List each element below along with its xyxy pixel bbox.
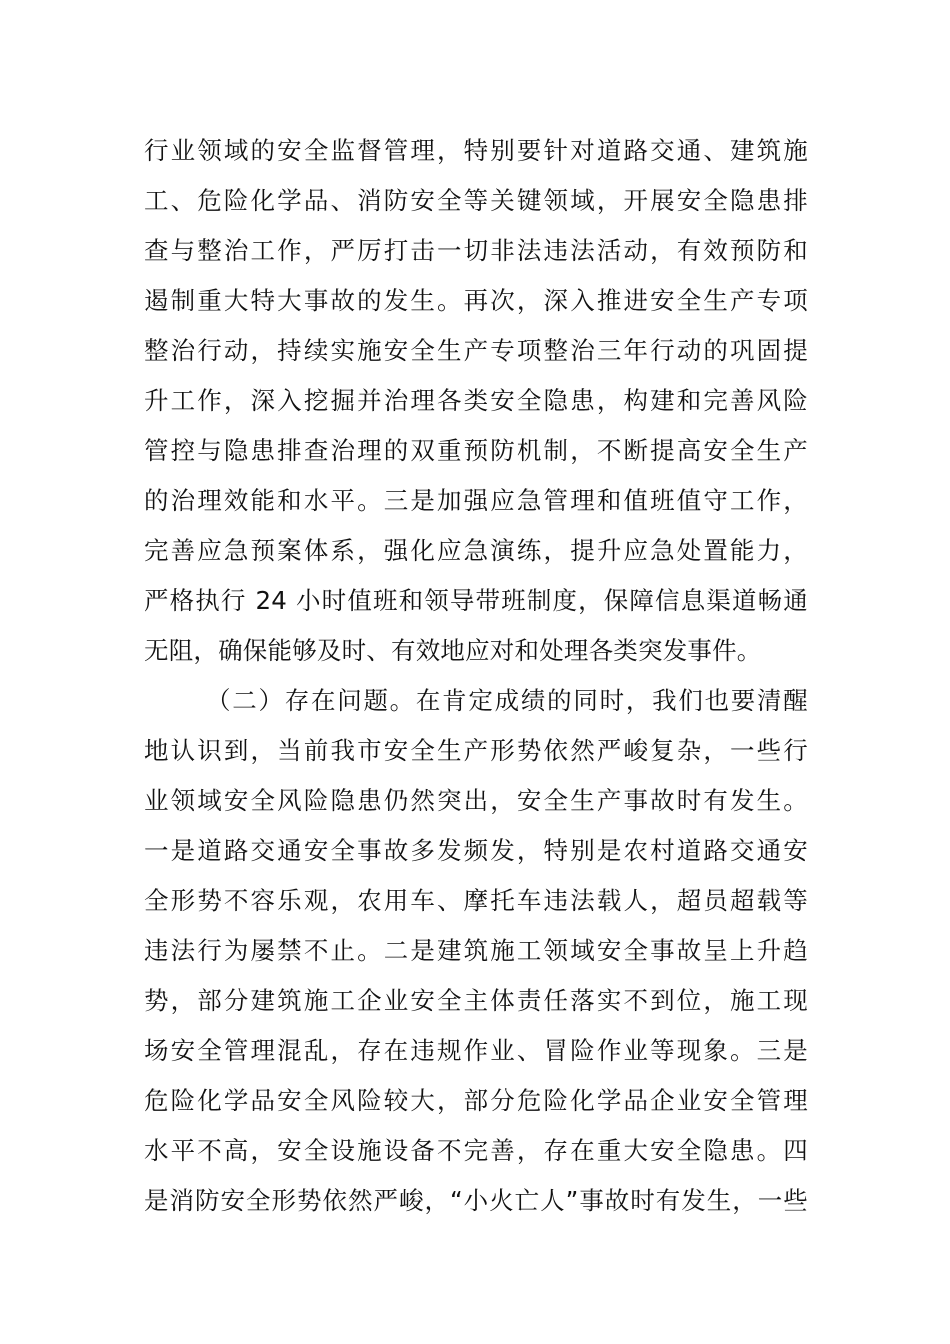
text-line: 行业领域的安全监督管理，特别要针对道路交通、建筑施: [144, 136, 808, 165]
text-line: 的治理效能和水平。三是加强应急管理和值班值守工作，: [144, 486, 808, 515]
text-line: 违法行为屡禁不止。二是建筑施工领域安全事故呈上升趋: [144, 936, 808, 965]
paragraph-start-line: （二）存在问题。在肯定成绩的同时，我们也要清醒: [206, 686, 808, 715]
text-line: 完善应急预案体系，强化应急演练，提升应急处置能力，: [144, 536, 808, 565]
text-line: 严格执行 24 小时值班和领导带班制度，保障信息渠道畅通: [144, 586, 808, 615]
text-line: 升工作，深入挖掘并治理各类安全隐患，构建和完善风险: [144, 386, 808, 415]
text-line: 遏制重大特大事故的发生。再次，深入推进安全生产专项: [144, 286, 808, 315]
text-line: 全形势不容乐观，农用车、摩托车违法载人，超员超载等: [144, 886, 808, 915]
text-line: 场安全管理混乱，存在违规作业、冒险作业等现象。三是: [144, 1036, 808, 1065]
text-line: 查与整治工作，严厉打击一切非法违法活动，有效预防和: [144, 236, 808, 265]
text-line: 一是道路交通安全事故多发频发，特别是农村道路交通安: [144, 836, 808, 865]
text-line: 整治行动，持续实施安全生产专项整治三年行动的巩固提: [144, 336, 808, 365]
text-line: 地认识到，当前我市安全生产形势依然严峻复杂，一些行: [144, 736, 808, 765]
text-line: 水平不高，安全设施设备不完善，存在重大安全隐患。四: [144, 1136, 808, 1165]
text-line: 势，部分建筑施工企业安全主体责任落实不到位，施工现: [144, 986, 808, 1015]
text-line: 工、危险化学品、消防安全等关键领域，开展安全隐患排: [144, 186, 808, 215]
text-line: 业领域安全风险隐患仍然突出，安全生产事故时有发生。: [144, 786, 808, 815]
text-line: 危险化学品安全风险较大，部分危险化学品企业安全管理: [144, 1086, 808, 1115]
text-line: 无阻，确保能够及时、有效地应对和处理各类突发事件。: [144, 636, 762, 665]
text-line: 管控与隐患排查治理的双重预防机制，不断提高安全生产: [144, 436, 808, 465]
text-line: 是消防安全形势依然严峻，“小火亡人”事故时有发生，一些: [144, 1186, 808, 1215]
body-text: [144, 126, 808, 1226]
